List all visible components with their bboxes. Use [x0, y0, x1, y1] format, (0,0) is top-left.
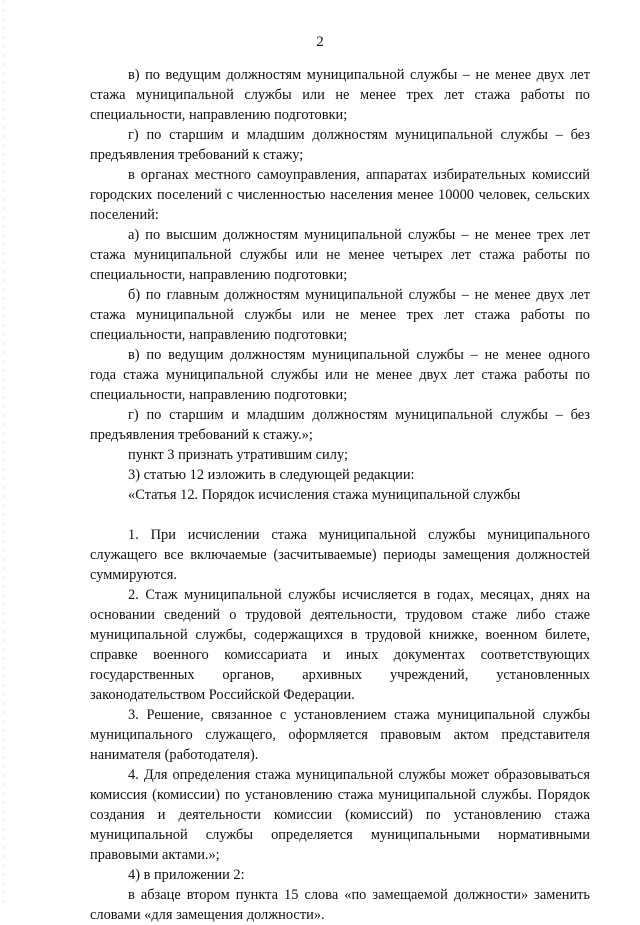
page-number: 2	[316, 34, 324, 50]
scan-edge-artifact	[3, 0, 4, 905]
document-body	[90, 65, 590, 925]
paragraph-appendix-2: 4) в приложении 2:	[128, 867, 245, 883]
paragraph-article-12-amendment: 3) статью 12 изложить в следующей редакции:	[128, 467, 415, 483]
article-12-heading: «Статья 12. Порядок исчисления стажа муниципальной службы	[128, 487, 521, 503]
article-12-clause-2: 2. Стаж муниципальной службы исчисляется в годах, месяцах, днях на основании сведений о трудовой деятельности, трудовом стаже либо стаже муниципальной службы, содержащихся в трудовой книжке, военном билете, справке военного комиссариата и иных документах соответствующих государственных органов, архивных учреждений, установленных законодательством Российской Федерации.	[90, 587, 590, 703]
paragraph-g-senior-junior-positions: г) по старшим и младшим должностям муниципальной службы – без предъявления требований к стажу;	[90, 127, 590, 163]
paragraph-a-highest-positions: а) по высшим должностям муниципальной службы – не менее трех лет стажа муниципальной службы или не менее четырех лет стажа работы по специальности, направлению подготовки;	[90, 227, 590, 283]
paragraph-b-main-positions: б) по главным должностям муниципальной службы – не менее двух лет стажа муниципальной службы или не менее трех лет стажа работы по специальности, направлению подготовки;	[90, 287, 590, 343]
article-12-clause-1: 1. При исчислении стажа муниципальной службы муниципального служащего все включаемые (засчитываемые) периоды замещения должностей суммируются.	[90, 527, 590, 583]
paragraph-point-15-replacement: в абзаце втором пункта 15 слова «по замещаемой должности» заменить словами «для замещения должности».	[90, 887, 590, 923]
article-12-clause-4: 4. Для определения стажа муниципальной службы может образовываться комиссия (комиссии) по установлению стажа муниципальной службы. Порядок создания и деятельности комиссии (комиссий) по установлению стажа муниципальной службы определяется муниципальными нормативными правовыми актами.»;	[90, 767, 590, 863]
paragraph-point-3-void: пункт 3 признать утратившим силу;	[128, 447, 348, 463]
paragraph-small-settlements-intro: в органах местного самоуправления, аппаратах избирательных комиссий городских поселений с численностью населения менее 10000 человек, сельских поселений:	[90, 167, 590, 223]
paragraph-g-senior-junior-small: г) по старшим и младшим должностям муниципальной службы – без предъявления требований к стажу.»;	[90, 407, 590, 443]
article-12-clause-3: 3. Решение, связанное с установлением стажа муниципальной службы муниципального служащего, оформляется правовым актом представителя нанимателя (работодателя).	[90, 707, 590, 763]
paragraph-v-leading-positions-small: в) по ведущим должностям муниципальной службы – не менее одного года стажа муниципальной службы или не менее двух лет стажа работы по специальности, направлению подготовки;	[90, 347, 590, 403]
paragraph-v-leading-positions: в) по ведущим должностям муниципальной службы – не менее двух лет стажа муниципальной службы или не менее трех лет стажа работы по специальности, направлению подготовки;	[90, 67, 590, 123]
